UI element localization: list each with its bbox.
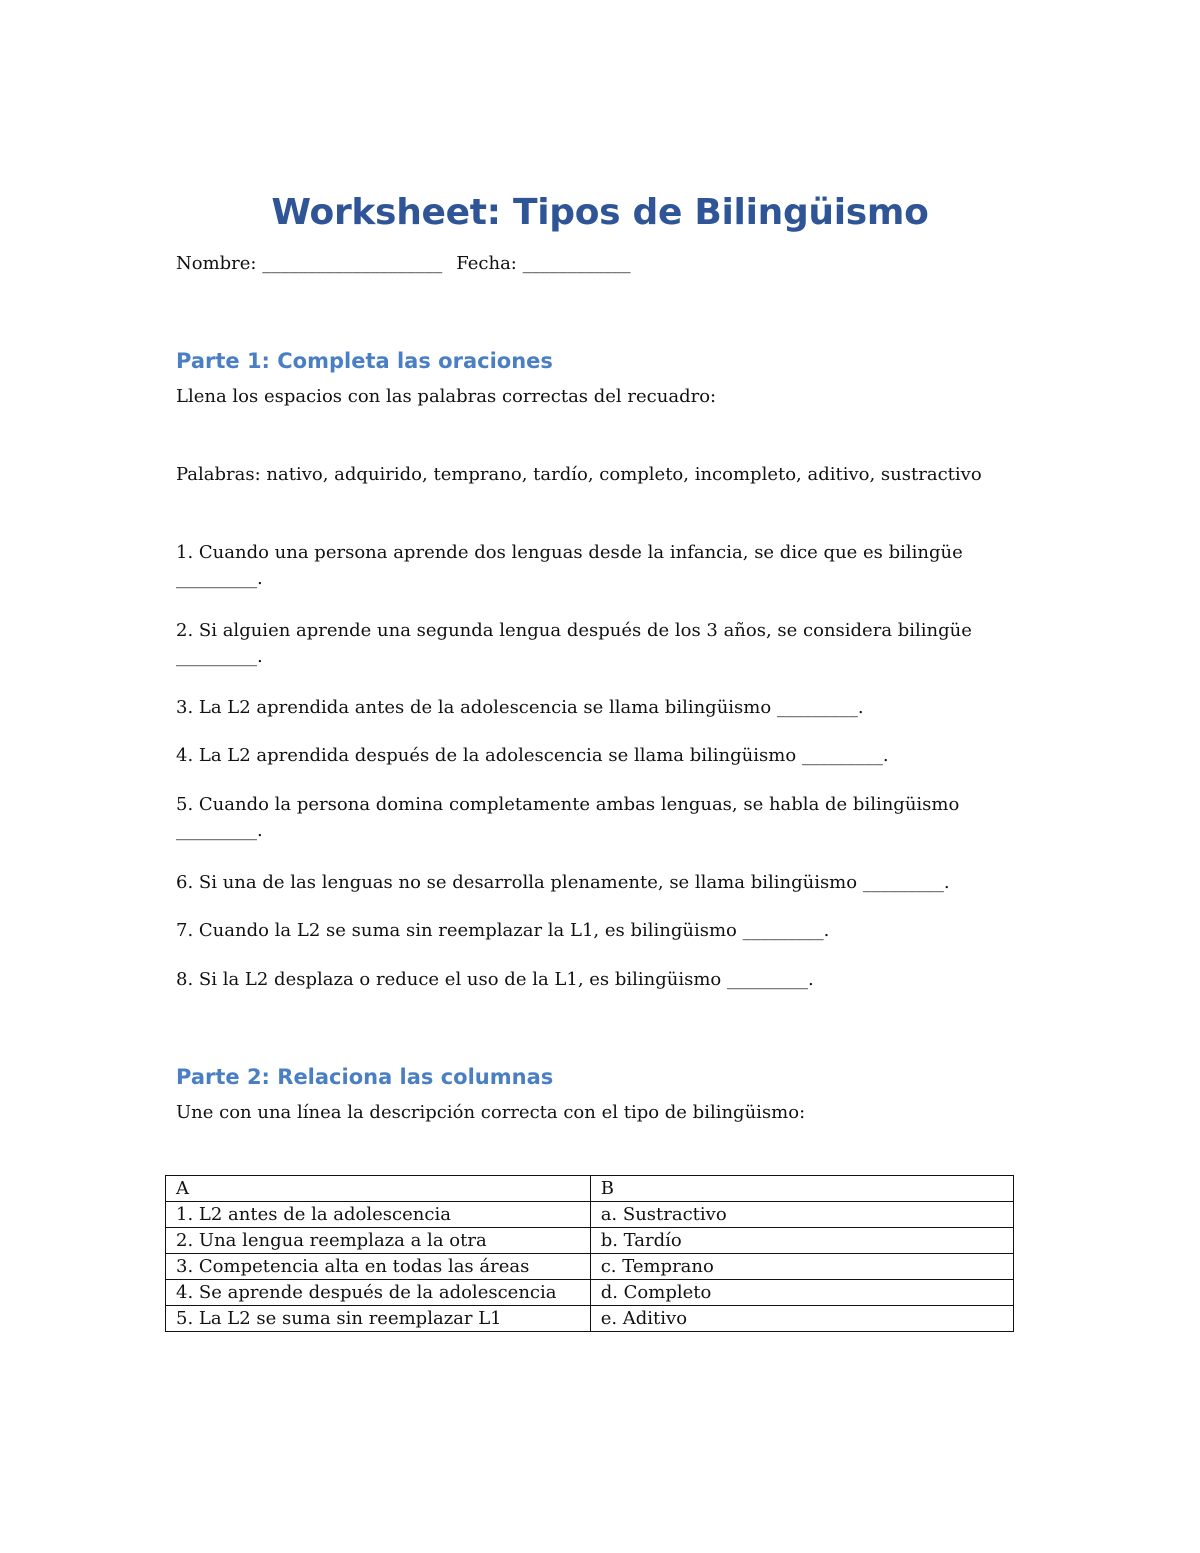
word-bank: Palabras: nativo, adquirido, temprano, tardío, completo, incompleto, aditivo, sustractivo	[176, 464, 982, 485]
part1-instruction: Llena los espacios con las palabras correctas del recuadro:	[176, 386, 717, 407]
question-1: 1. Cuando una persona aprende dos lenguas desde la infancia, se dice que es bilingüe	[176, 542, 963, 563]
question-4: 4. La L2 aprendida después de la adolescencia se llama bilingüismo _________.	[176, 745, 889, 766]
table-cell-description: 5. La L2 se suma sin reemplazar L1	[166, 1306, 591, 1332]
question-2: 2. Si alguien aprende una segunda lengua después de los 3 años, se considera bilingüe	[176, 620, 972, 641]
question-7: 7. Cuando la L2 se suma sin reemplazar la L1, es bilingüismo _________.	[176, 920, 830, 941]
question-6: 6. Si una de las lenguas no se desarrolla plenamente, se llama bilingüismo _________.	[176, 872, 950, 893]
table-cell-description: 1. L2 antes de la adolescencia	[166, 1202, 591, 1228]
part2-heading: Parte 2: Relaciona las columnas	[176, 1065, 554, 1089]
table-row	[166, 1306, 1014, 1332]
table-cell-type: c. Temprano	[590, 1254, 1013, 1280]
table-cell-description: 2. Una lengua reemplaza a la otra	[166, 1228, 591, 1254]
table-cell-type: a. Sustractivo	[590, 1202, 1013, 1228]
question-1-blank: _________.	[176, 568, 263, 589]
table-row	[166, 1280, 1014, 1306]
table-header-b: B	[590, 1176, 1013, 1202]
table-cell-type: d. Completo	[590, 1280, 1013, 1306]
table-cell-type: e. Aditivo	[590, 1306, 1013, 1332]
page-title: Worksheet: Tipos de Bilingüismo	[271, 192, 929, 233]
part2-instruction: Une con una línea la descripción correcta con el tipo de bilingüismo:	[176, 1102, 806, 1123]
matching-table	[165, 1175, 1014, 1332]
question-5-blank: _________.	[176, 820, 263, 841]
question-5: 5. Cuando la persona domina completamente ambas lenguas, se habla de bilingüismo	[176, 794, 960, 815]
table-row	[166, 1202, 1014, 1228]
question-3: 3. La L2 aprendida antes de la adolescencia se llama bilingüismo _________.	[176, 697, 864, 718]
table-header-a: A	[166, 1176, 591, 1202]
table-cell-type: b. Tardío	[590, 1228, 1013, 1254]
question-2-blank: _________.	[176, 646, 263, 667]
table-header-row	[166, 1176, 1014, 1202]
nombre-field: Nombre: ____________________	[176, 253, 443, 274]
table-cell-description: 3. Competencia alta en todas las áreas	[166, 1254, 591, 1280]
question-8: 8. Si la L2 desplaza o reduce el uso de la L1, es bilingüismo _________.	[176, 969, 814, 990]
table-row	[166, 1228, 1014, 1254]
table-cell-description: 4. Se aprende después de la adolescencia	[166, 1280, 591, 1306]
name-date-line	[176, 252, 631, 276]
part1-heading: Parte 1: Completa las oraciones	[176, 349, 553, 373]
fecha-field: Fecha: ____________	[456, 253, 631, 274]
table-row	[166, 1254, 1014, 1280]
